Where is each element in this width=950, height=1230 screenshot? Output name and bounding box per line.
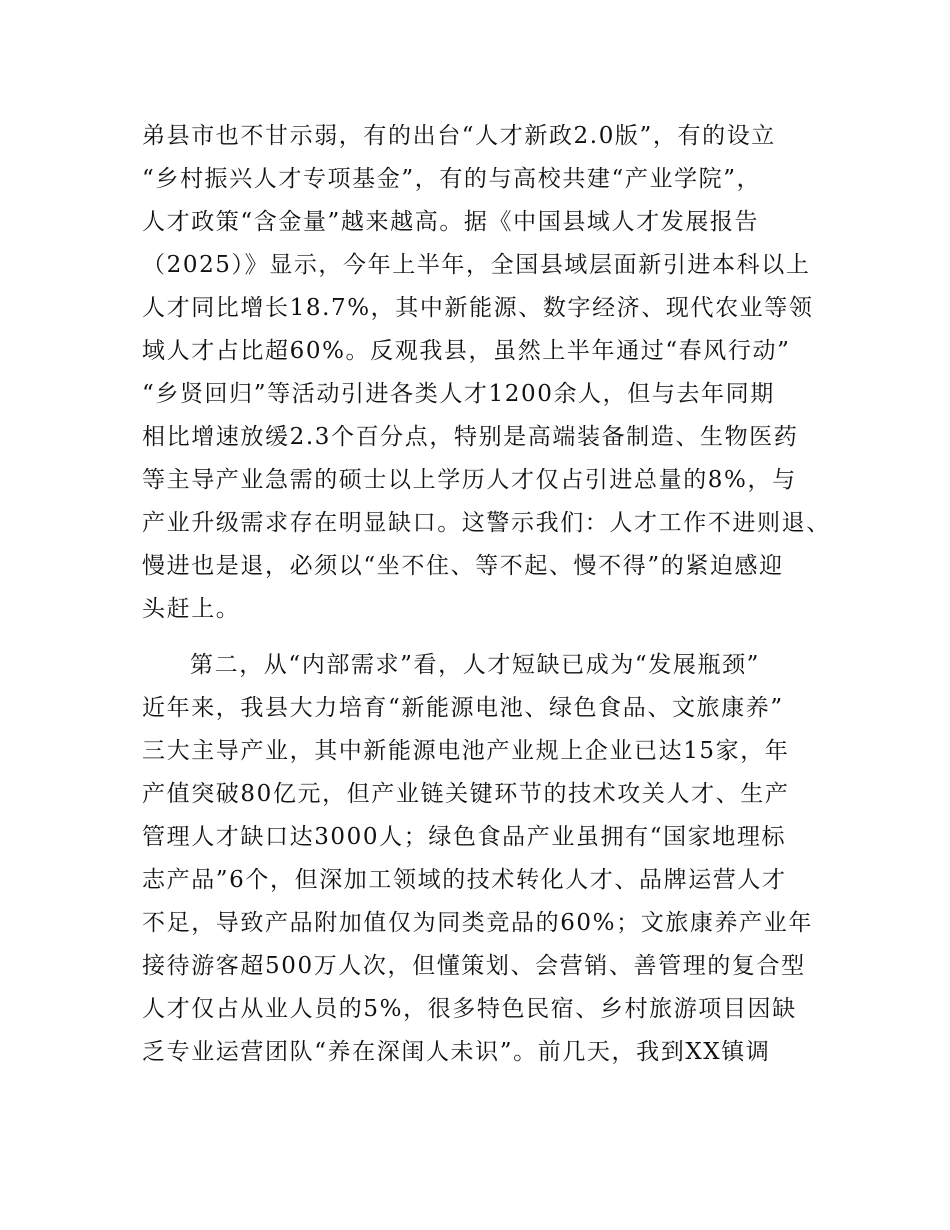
text-line: 不足，导致产品附加值仅为同类竞品的60%；文旅康养产业年 bbox=[142, 910, 813, 936]
text-line: 弟县市也不甘示弱，有的出台“人才新政2.0版”，有的设立 bbox=[142, 123, 776, 149]
text-line: 人才政策“含金量”越来越高。据《中国县域人才发展报告 bbox=[142, 209, 760, 235]
text-line: （2025）》显示，今年上半年，全国县域层面新引进本科以上 bbox=[142, 252, 811, 278]
text-line-first: 第二，从“内部需求”看，人才短缺已成为“发展瓶颈” bbox=[190, 652, 761, 678]
text-line: 产业升级需求存在明显缺口。这警示我们：人才工作不进则退、 bbox=[142, 510, 831, 536]
body-text bbox=[142, 115, 832, 1074]
text-line: 域人才占比超60%。反观我县，虽然上半年通过“春风行动” bbox=[142, 338, 791, 364]
text-line: 近年来，我县大力培育“新能源电池、绿色食品、文旅康养” bbox=[142, 695, 784, 721]
text-line: 人才同比增长18.7%，其中新能源、数字经济、现代农业等领 bbox=[142, 295, 814, 321]
text-line: 人才仅占从业人员的5%，很多特色民宿、乡村旅游项目因缺 bbox=[142, 996, 797, 1022]
paragraph-spacer bbox=[142, 631, 832, 644]
text-line: “乡村振兴人才专项基金”，有的与高校共建“产业学院”， bbox=[142, 166, 762, 192]
text-line: 接待游客超500万人次，但懂策划、会营销、善管理的复合型 bbox=[142, 953, 806, 979]
text-line: 志产品”6个，但深加工领域的技术转化人才、品牌运营人才 bbox=[142, 867, 787, 893]
text-line: 相比增速放缓2.3个百分点，特别是高端装备制造、生物医药 bbox=[142, 424, 799, 450]
text-line: 管理人才缺口达3000人；绿色食品产业虽拥有“国家地理标 bbox=[142, 824, 787, 850]
text-line: 慢进也是退，必须以“坐不住、等不起、慢不得”的紧迫感迎 bbox=[142, 553, 784, 579]
text-line: 三大主导产业，其中新能源电池产业规上企业已达15家，年 bbox=[142, 738, 790, 764]
text-line: 头赶上。 bbox=[142, 596, 241, 622]
text-line: 产值突破80亿元，但产业链关键环节的技术攻关人才、生产 bbox=[142, 781, 790, 807]
text-line: 等主导产业急需的硕士以上学历人才仅占引进总量的8%，与 bbox=[142, 467, 797, 493]
paragraph-1 bbox=[142, 115, 832, 631]
text-line: 乏专业运营团队“养在深闺人未识”。前几天，我到XX镇调 bbox=[142, 1039, 771, 1065]
text-line: “乡贤回归”等活动引进各类人才1200余人，但与去年同期 bbox=[142, 381, 775, 407]
paragraph-2 bbox=[142, 644, 832, 1074]
